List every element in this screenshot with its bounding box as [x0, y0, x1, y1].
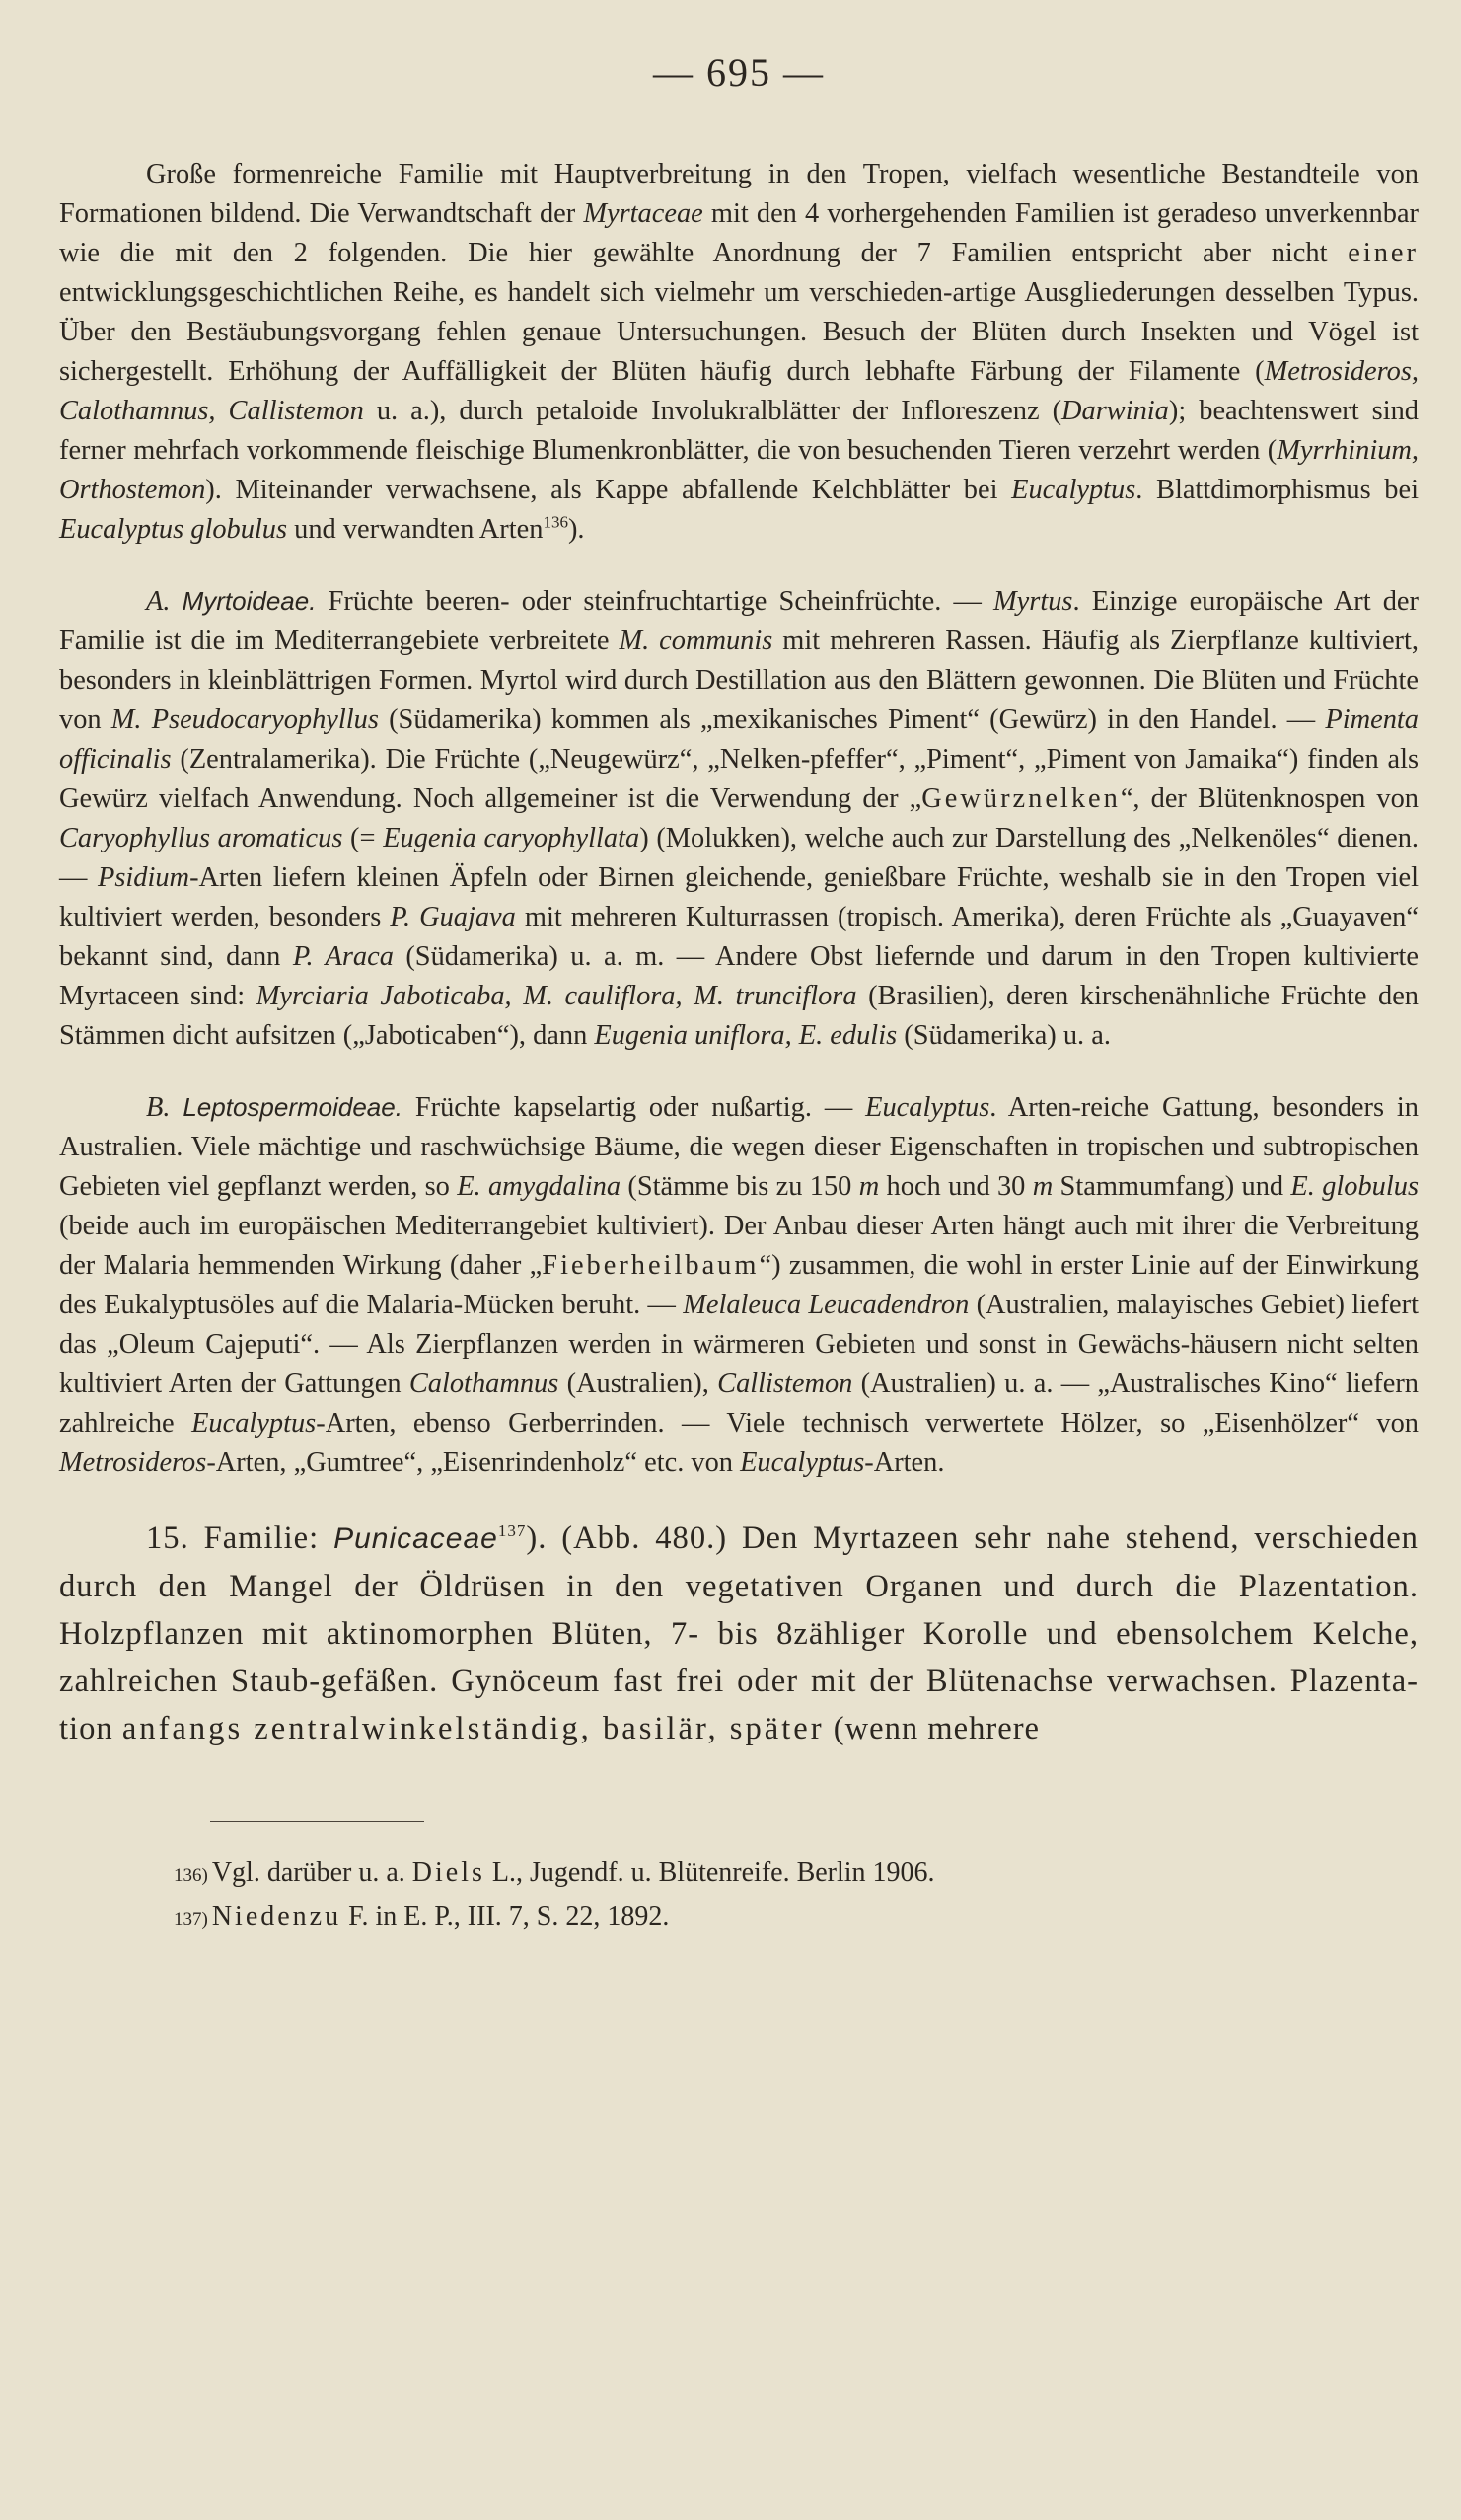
spaced-text: anfangs zentralwinkelständig, basilär, später	[121, 1711, 825, 1746]
text: -Arten liefern kleinen Äpfeln oder Birnen gleichende, genießbare Früchte, weshalb sie in den Tropen viel kultiviert werden, besonders	[59, 862, 1419, 932]
spaced-text: Gewürznelken	[921, 783, 1121, 814]
taxon-name: Eugenia caryophyllata	[383, 823, 640, 853]
text: (Stämme bis zu 150	[621, 1171, 859, 1202]
text: “, der Blütenknospen von	[1120, 783, 1419, 814]
text: -Arten.	[864, 1447, 945, 1478]
taxon-name: Callistemon	[717, 1369, 853, 1399]
taxon-name: Eucalyptus	[1011, 475, 1136, 505]
spaced-text: Fieberheilbaum	[542, 1250, 760, 1281]
footnote-divider	[210, 1821, 424, 1822]
text: -Arten, ebenso Gerberrinden. — Viele technisch verwertete Hölzer, so „Eisenhölzer“ von	[316, 1408, 1419, 1439]
page-number: — 695 —	[653, 50, 825, 95]
paragraph-myrtoideae	[59, 581, 1419, 1056]
footnote-ref: 137	[497, 1521, 527, 1541]
taxon-name: Calothamnus	[408, 1369, 559, 1399]
text: (Australien, malayisches Gebiet) liefert das „Oleum Cajeputi“. — Als Zierpflanzen werden in wärmeren Gebieten und sonst in Gewächs-häusern nicht selten kultiviert Arten der Gattungen	[59, 1290, 1419, 1399]
taxon-name: Caryophyllus aromaticus	[59, 823, 343, 853]
text: (Zentralamerika). Die Früchte („Neugewürz“, „Nelken-pfeffer“, „Piment“, „Piment von Jamaika“) finden als Gewürz vielfach Anwendung. Noch allgemeiner ist die Verwendung der „	[59, 744, 1419, 814]
text: ) (Molukken), welche auch zur Darstellung des „Nelkenöles“ dienen. —	[59, 823, 1419, 893]
text: 15. Familie:	[146, 1520, 334, 1556]
footnote-136	[174, 1852, 1419, 1896]
text: mit den 4 vorhergehenden Familien ist geradeso unverkennbar wie die mit den 2 folgenden. Die hier gewählte Anordnung der 7 Familien entspricht aber nicht	[59, 198, 1420, 268]
footnote-author: Diels	[411, 1857, 485, 1888]
text: Stammumfang) und	[1053, 1171, 1291, 1202]
text: u. a.), durch petaloide Involukralblätter der Infloreszenz (	[363, 396, 1062, 426]
taxon-name: Eucalyptus globulus	[59, 514, 288, 545]
footnote-text: L., Jugendf. u. Blütenreife. Berlin 1906.	[484, 1857, 935, 1888]
taxon-name: E. globulus	[1290, 1171, 1419, 1202]
subfamily-heading: Myrtoideae.	[182, 586, 317, 616]
text: (=	[342, 823, 384, 853]
taxon-name: Melaleuca Leucadendron	[683, 1290, 970, 1320]
footnote-text: Vgl. darüber u. a.	[211, 1857, 412, 1888]
taxon-name: E. amygdalina	[457, 1171, 621, 1202]
paragraph-myrtaceae-intro	[59, 155, 1419, 550]
text: und verwandten Arten	[287, 514, 544, 545]
taxon-name: Eucalyptus	[865, 1092, 990, 1123]
text: Früchte beeren- oder steinfruchtartige Scheinfrüchte. —	[316, 586, 994, 617]
text: ). Miteinander verwachsene, als Kappe abfallende Kelchblätter bei	[205, 475, 1012, 505]
taxon-name: Myrrhinium, Orthostemon	[59, 435, 1419, 505]
taxon-name: Myrtaceae	[583, 198, 703, 229]
text: (wenn mehrere	[824, 1711, 1041, 1746]
taxon-name: Eucalyptus	[191, 1408, 317, 1439]
taxon-name: P. Guajava	[390, 902, 516, 932]
paragraph-punicaceae	[59, 1515, 1419, 1752]
unit: m	[858, 1171, 880, 1202]
footnote-mark: 136)	[174, 1865, 208, 1886]
text: ); beachtenswert sind ferner mehrfach vorkommende fleischige Blumenkronblätter, die von besuchenden Tieren verzehrt werden (	[59, 396, 1419, 466]
text: (Brasilien), deren kirschenähnliche Früchte den Stämmen dicht aufsitzen („Jaboticaben“), dann	[59, 981, 1420, 1051]
family-heading: Punicaceae	[333, 1522, 498, 1555]
text: (beide auch im europäischen Mediterrangebiet kultiviert). Der Anbau dieser Arten hängt auch mit ihrer die Verbreitung der Malaria hemmenden Wirkung (daher „	[59, 1211, 1419, 1281]
footnote-137	[174, 1896, 1419, 1941]
text: “) zusammen, die wohl in erster Linie auf der Einwirkung des Eukalyptusöles auf die Malaria-Mücken beruht. —	[59, 1250, 1420, 1320]
taxon-name: Myrtus	[993, 586, 1073, 617]
text: -Arten, „Gumtree“, „Eisenrindenholz“ etc. von	[206, 1447, 741, 1478]
text: . Einzige europäische Art der Familie ist die im Mediterrangebiete verbreitete	[59, 586, 1419, 656]
taxon-name: Metrosideros	[59, 1447, 207, 1478]
taxon-name: Eugenia uniflora, E. edulis	[594, 1020, 898, 1051]
text: hoch und 30	[879, 1171, 1033, 1202]
section-letter: A.	[146, 586, 183, 617]
footnote-mark: 137)	[174, 1909, 208, 1930]
taxon-name: P. Araca	[292, 941, 394, 972]
taxon-name: Metrosideros, Calothamnus, Callistemon	[59, 356, 1419, 426]
text: (Südamerika) u. a. m. — Andere Obst liefernde und darum in den Tropen kultivierte Myrtaceen sind:	[59, 941, 1419, 1011]
taxon-name: M. Pseudocaryophyllus	[110, 704, 379, 735]
footnote-ref: 136	[543, 512, 568, 532]
text: . Arten-reiche Gattung, besonders in Australien. Viele mächtige und raschwüchsige Bäume, die wegen dieser Eigenschaften in tropischen und subtropischen Gebieten viel gepflanzt werden, so	[59, 1092, 1419, 1202]
text: . Blattdimorphismus bei	[1135, 475, 1419, 505]
text: mit mehreren Kulturrassen (tropisch. Amerika), deren Früchte als „Guayaven“ bekannt sind, dann	[59, 902, 1419, 972]
footnote-author: Niedenzu	[211, 1901, 342, 1932]
text: ).	[567, 514, 585, 545]
spaced-text: einer	[1348, 238, 1419, 268]
text: (Australien) u. a. — „Australisches Kino“ liefern zahlreiche	[59, 1369, 1419, 1439]
taxon-name: Pimenta officinalis	[59, 704, 1419, 775]
text: Große formenreiche Familie mit Hauptverbreitung in den Tropen, vielfach wesentliche Bestandteile von Formationen bildend. Die Verwandtschaft der	[59, 159, 1419, 229]
paragraph-leptospermoideae	[59, 1087, 1419, 1483]
section-letter: B.	[146, 1092, 183, 1123]
footnote-text: F. in E. P., III. 7, S. 22, 1892.	[341, 1901, 670, 1932]
unit: m	[1032, 1171, 1054, 1202]
text: Früchte kapselartig oder nußartig. —	[402, 1092, 866, 1123]
document-page	[59, 49, 1419, 1941]
taxon-name: M. communis	[619, 626, 773, 656]
text: (Südamerika) u. a.	[897, 1020, 1111, 1051]
text: (Australien),	[558, 1369, 718, 1399]
text: (Südamerika) kommen als „mexikanisches Piment“ (Gewürz) in den Handel. —	[378, 704, 1326, 735]
taxon-name: Eucalyptus	[740, 1447, 865, 1478]
taxon-name: Darwinia	[1061, 396, 1169, 426]
text: ). (Abb. 480.) Den Myrtazeen sehr nahe stehend, verschieden durch den Mangel der Öldrüsen in den vegetativen Organen und durch die Plazentation. Holzpflanzen mit aktinomorphen Blüten, 7- bis 8zähliger Korolle und ebensolchem Kelche, zahlreichen Staub-gefäßen. Gynöceum fast frei oder mit der Blütenachse verwachsen. Plazenta-tion	[59, 1520, 1419, 1746]
text: entwicklungsgeschichtlichen Reihe, es handelt sich vielmehr um verschieden-artige Ausgliederungen desselben Typus. Über den Bestäubungsvorgang fehlen genaue Untersuchungen. Besuch der Blüten durch Insekten und Vögel ist sichergestellt. Erhöhung der Auffälligkeit der Blüten häufig durch lebhafte Färbung der Filamente (	[59, 277, 1419, 387]
taxon-name: Psidium	[98, 862, 190, 893]
taxon-name: Myrciaria Jaboticaba, M. cauliflora, M. trunciflora	[256, 981, 857, 1011]
footnotes	[174, 1852, 1419, 1941]
text: mit mehreren Rassen. Häufig als Zierpflanze kultiviert, besonders in kleinblättrigen Formen. Myrtol wird durch Destillation aus den Blättern gewonnen. Die Blüten und Früchte von	[59, 626, 1419, 735]
subfamily-heading: Leptospermoideae.	[183, 1092, 402, 1122]
